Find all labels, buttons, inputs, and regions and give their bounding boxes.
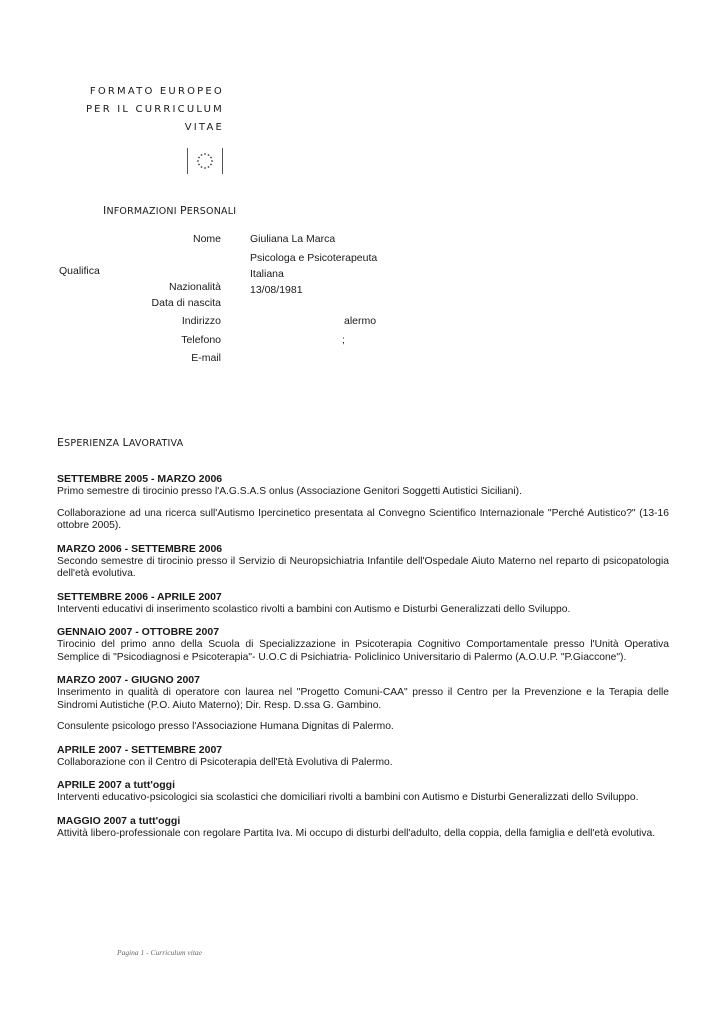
experience-entry <box>57 591 669 617</box>
birth-date-value: 13/08/1981 <box>250 284 303 296</box>
experience-date: APRILE 2007 a tutt'oggi <box>57 779 176 791</box>
experience-date: APRILE 2007 - SETTEMBRE 2007 <box>57 743 223 756</box>
qualifica-value: Psicologa e Psicoterapeuta <box>250 252 378 264</box>
experience-description: Collaborazione con il Centro di Psicoterapia dell'Età Evolutiva di Palermo. <box>57 756 393 768</box>
cv-title-line-1: FORMATO EUROPEO <box>89 86 224 97</box>
experience-description: Consulente psicologo presso l'Associazione Humana Dignitas di Palermo. <box>57 721 394 732</box>
experience-description: Inserimento in qualità di operatore con laurea nel "Progetto Comuni-CAA" presso il Centro per la Prevenzione e la Terapia delle Sindromi Autistiche (P.O. Aiuto Materno); Dir. Resp. D.ssa G. Gambino. <box>57 687 669 711</box>
page-footer: Pagina 1 - Curriculum vitae <box>117 948 202 957</box>
experience-entry <box>57 779 669 805</box>
eu-flag-icon <box>187 148 223 174</box>
nationality-value: Italiana <box>250 268 284 280</box>
name-label: Nome <box>192 233 221 245</box>
personal-info-heading: INFORMAZIONI PERSONALI <box>103 204 237 217</box>
email-label: E-mail <box>191 352 221 364</box>
cv-title-line-3: VITAE <box>184 122 224 133</box>
experience-date: GENNAIO 2007 - OTTOBRE 2007 <box>57 626 220 638</box>
experience-date: MARZO 2006 - SETTEMBRE 2006 <box>57 542 223 555</box>
qualifica-label: Qualifica <box>59 265 100 277</box>
experience-entry <box>57 744 669 770</box>
phone-value: ; <box>342 334 345 346</box>
experience-description: Interventi educativi di inserimento scolastico rivolti a bambini con Autismo e Disturbi Generalizzati dello Sviluppo. <box>57 603 571 615</box>
experience-description: Secondo semestre di tirocinio presso il Servizio di Neuropsichiatria Infantile dell'Ospedale Aiuto Materno nel reparto di psicopatologia dell'età evolutiva. <box>57 555 669 579</box>
experience-entry <box>57 815 669 841</box>
work-experience-heading: ESPERIENZA LAVORATIVA <box>57 436 184 449</box>
phone-label: Telefono <box>181 334 221 346</box>
experience-date: MAGGIO 2007 a tutt'oggi <box>57 814 181 827</box>
experience-date: SETTEMBRE 2005 - MARZO 2006 <box>57 473 223 485</box>
experience-entry <box>57 626 669 664</box>
experience-description: Attività libero-professionale con regolare Partita Iva. Mi occupo di disturbi dell'adulto, della coppia, della famiglia e dell'età evolutiva. <box>57 827 656 839</box>
experience-entry <box>57 674 669 734</box>
experience-list <box>57 473 669 850</box>
experience-description: Collaborazione ad una ricerca sull'Autismo Ipercinetico presentata al Convegno Scientifico Internazionale "Perché Autistico?" (13-16 ottobre 2005). <box>57 507 669 531</box>
address-label: Indirizzo <box>181 315 221 327</box>
experience-entry <box>57 473 669 533</box>
address-value: alermo <box>344 315 377 327</box>
experience-entry <box>57 543 669 581</box>
birth-date-label: Data di nascita <box>151 297 221 309</box>
cv-title-line-2: PER IL CURRICULUM <box>85 104 224 115</box>
name-value: Giuliana La Marca <box>250 233 336 245</box>
experience-date: SETTEMBRE 2006 - APRILE 2007 <box>57 590 222 603</box>
experience-date: MARZO 2007 - GIUGNO 2007 <box>57 674 200 686</box>
experience-description: Tirocinio del primo anno della Scuola di Specializzazione in Psicoterapia Cognitivo Comportamentale presso l'Unità Operativa Semplice di "Psicodiagnosi e Psicoterapia"- U.O.C di Psichiatria- Policlinico Universitario di Palermo (A.O.U.P. "P.Giaccone"). <box>57 639 669 663</box>
nationality-label: Nazionalità <box>169 281 221 293</box>
experience-description: Primo semestre di tirocinio presso l'A.G.S.A.S onlus (Associazione Genitori Soggetti Autistici Siciliani). <box>57 486 522 497</box>
experience-description: Interventi educativo-psicologici sia scolastici che domiciliari rivolti a bambini con Autismo e Disturbi Generalizzati dello Sviluppo. <box>57 792 639 803</box>
